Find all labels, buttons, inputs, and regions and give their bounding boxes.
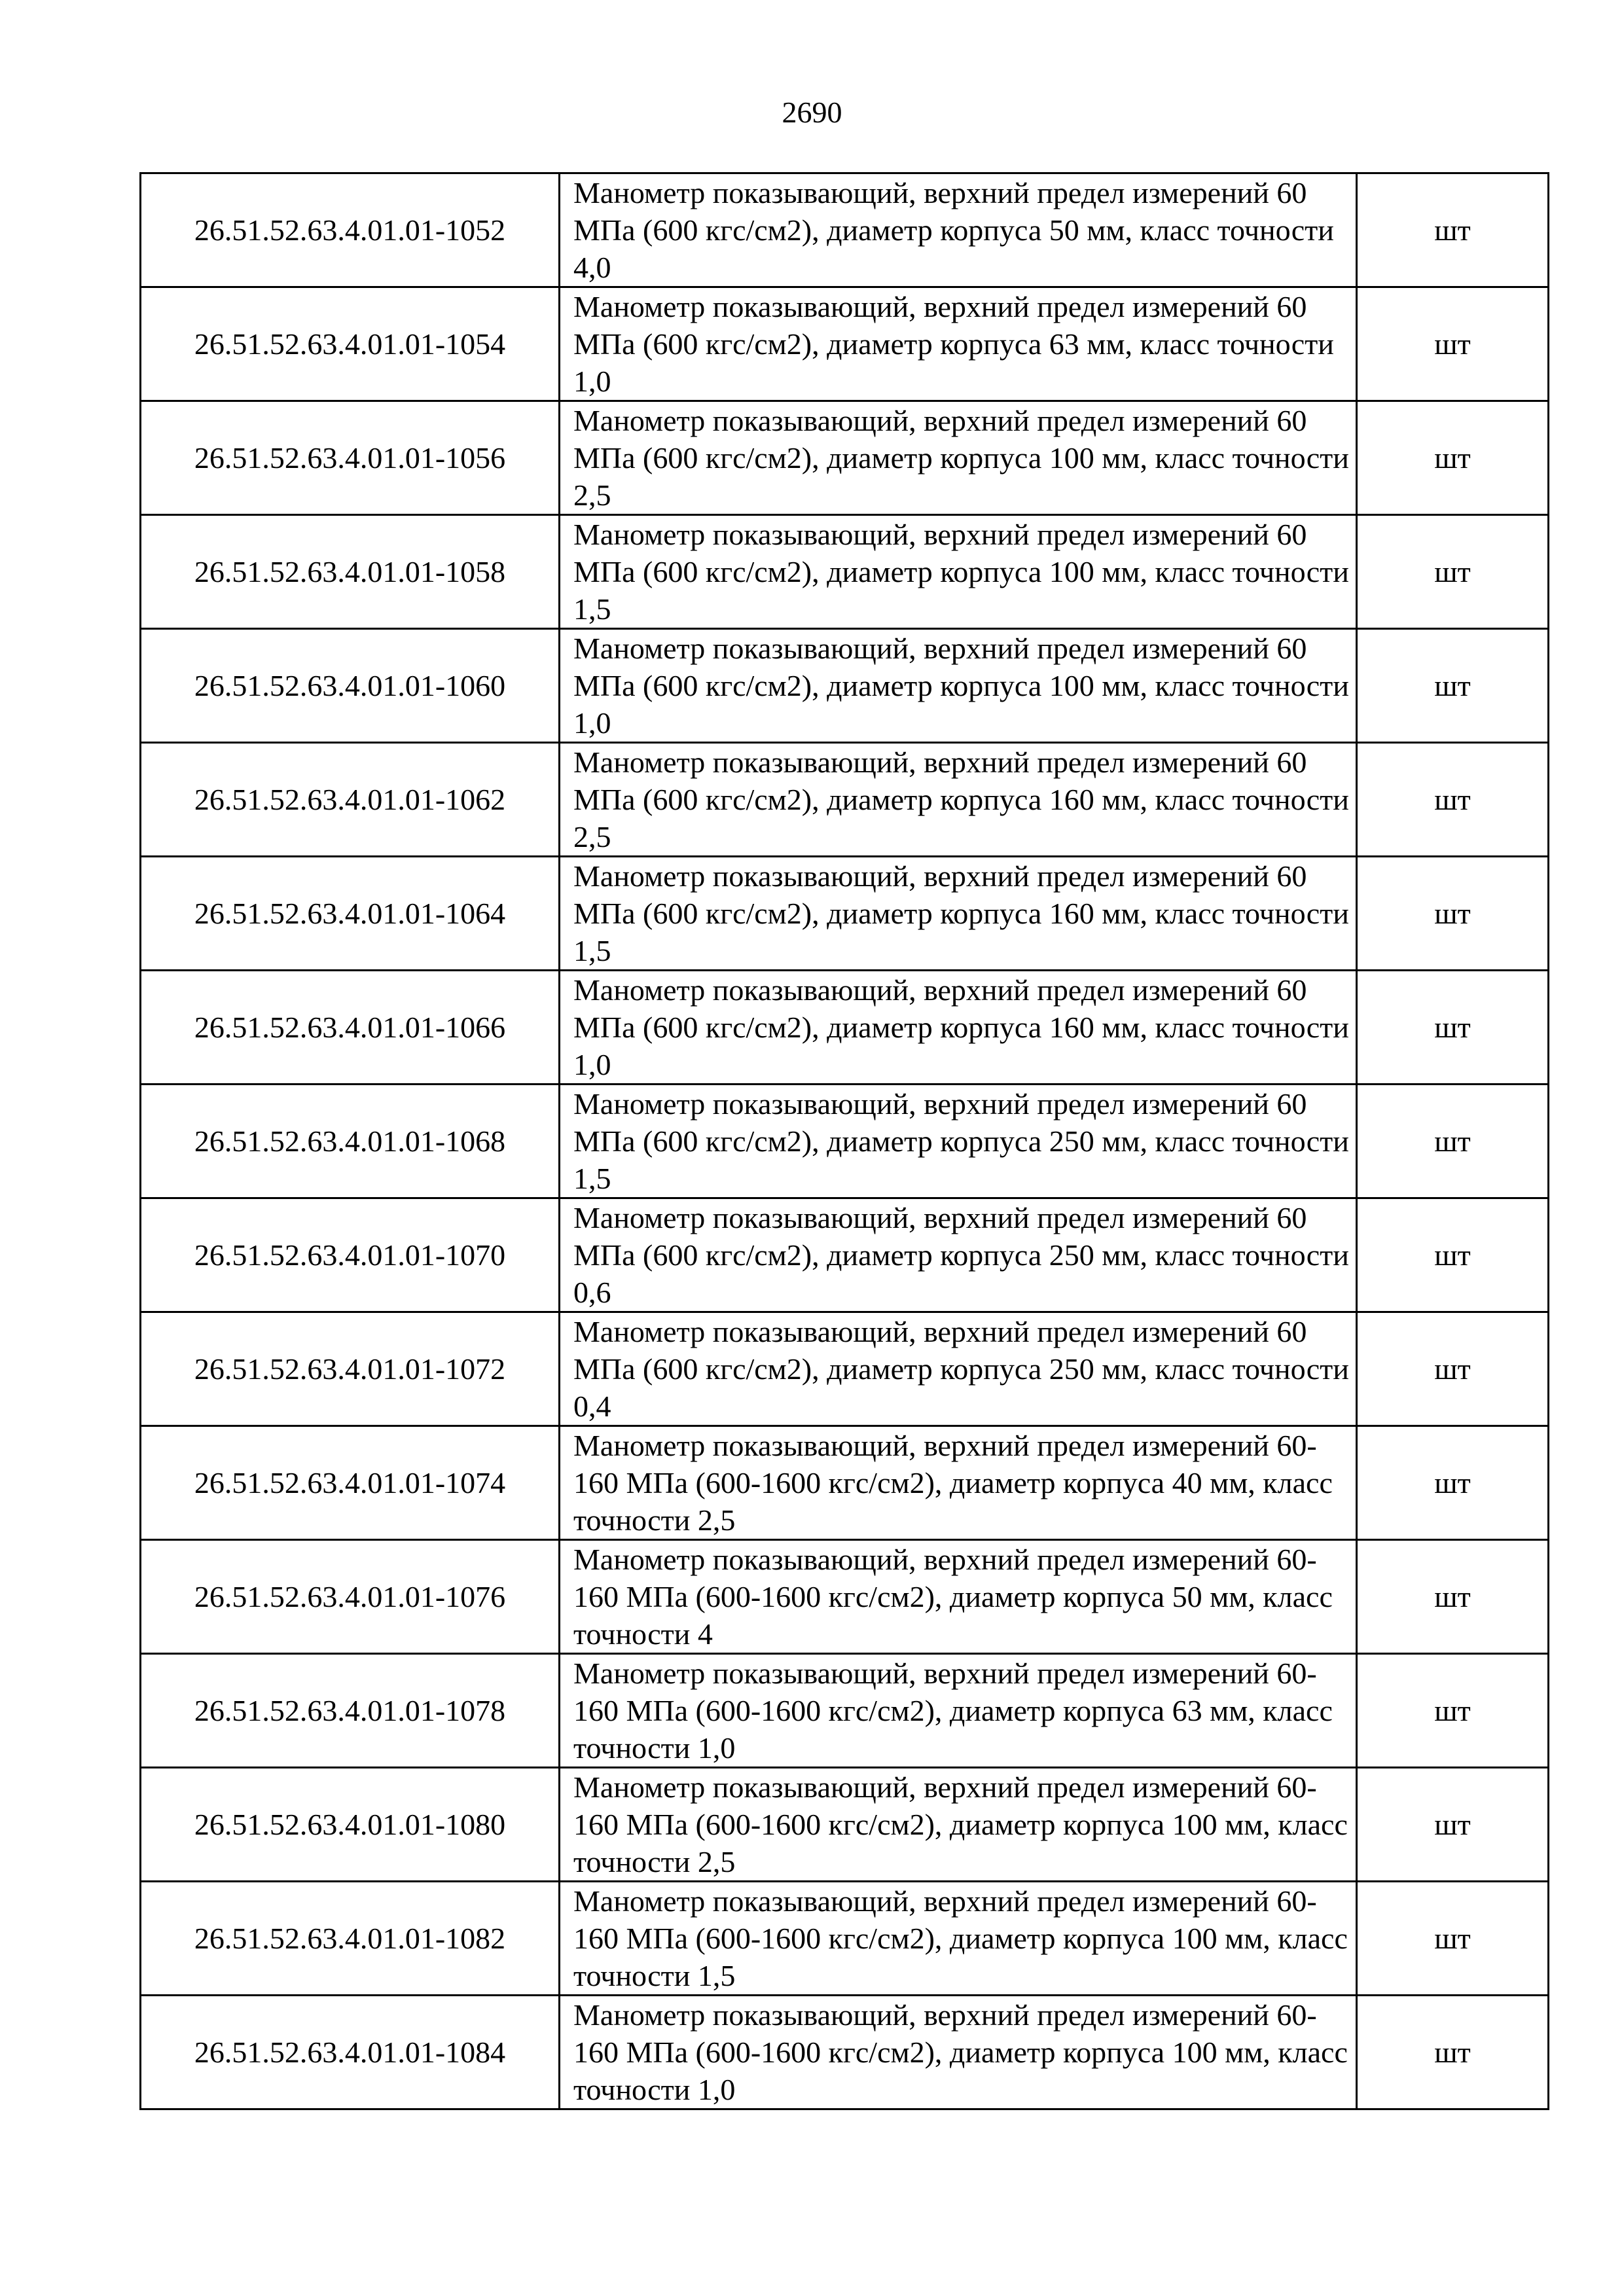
unit-cell: шт bbox=[1357, 1312, 1549, 1426]
table-row bbox=[141, 1996, 1549, 2109]
unit-cell: шт bbox=[1357, 1085, 1549, 1198]
unit-cell: шт bbox=[1357, 287, 1549, 401]
unit-cell: шт bbox=[1357, 971, 1549, 1085]
resource-code-cell: 26.51.52.63.4.01.01-1054 bbox=[141, 287, 560, 401]
table-row bbox=[141, 1426, 1549, 1540]
unit-cell: шт bbox=[1357, 743, 1549, 857]
unit-cell: шт bbox=[1357, 1654, 1549, 1768]
table-row bbox=[141, 1540, 1549, 1654]
table-row bbox=[141, 287, 1549, 401]
table-row bbox=[141, 1654, 1549, 1768]
resource-name-cell: Манометр показывающий, верхний предел измерений 60-160 МПа (600-1600 кгс/см2), диаметр корпуса 50 мм, класс точности 4 bbox=[560, 1540, 1357, 1654]
unit-cell: шт bbox=[1357, 1198, 1549, 1312]
table-row bbox=[141, 1882, 1549, 1996]
resource-name-cell: Манометр показывающий, верхний предел измерений 60 МПа (600 кгс/см2), диаметр корпуса 250 мм, класс точности 0,4 bbox=[560, 1312, 1357, 1426]
table-row bbox=[141, 401, 1549, 515]
table-row bbox=[141, 1085, 1549, 1198]
table-body bbox=[141, 173, 1549, 2109]
resource-code-cell: 26.51.52.63.4.01.01-1058 bbox=[141, 515, 560, 629]
resource-code-cell: 26.51.52.63.4.01.01-1080 bbox=[141, 1768, 560, 1882]
resource-code-cell: 26.51.52.63.4.01.01-1066 bbox=[141, 971, 560, 1085]
resource-code-cell: 26.51.52.63.4.01.01-1062 bbox=[141, 743, 560, 857]
resource-name-cell: Манометр показывающий, верхний предел измерений 60-160 МПа (600-1600 кгс/см2), диаметр корпуса 100 мм, класс точности 2,5 bbox=[560, 1768, 1357, 1882]
table-row bbox=[141, 857, 1549, 971]
resource-code-cell: 26.51.52.63.4.01.01-1078 bbox=[141, 1654, 560, 1768]
resource-code-cell: 26.51.52.63.4.01.01-1064 bbox=[141, 857, 560, 971]
resource-table bbox=[139, 172, 1549, 2110]
table-row bbox=[141, 1312, 1549, 1426]
resource-code-cell: 26.51.52.63.4.01.01-1070 bbox=[141, 1198, 560, 1312]
resource-name-cell: Манометр показывающий, верхний предел измерений 60-160 МПа (600-1600 кгс/см2), диаметр корпуса 40 мм, класс точности 2,5 bbox=[560, 1426, 1357, 1540]
unit-cell: шт bbox=[1357, 1882, 1549, 1996]
resource-code-cell: 26.51.52.63.4.01.01-1056 bbox=[141, 401, 560, 515]
resource-name-cell: Манометр показывающий, верхний предел измерений 60-160 МПа (600-1600 кгс/см2), диаметр корпуса 63 мм, класс точности 1,0 bbox=[560, 1654, 1357, 1768]
table-row bbox=[141, 1768, 1549, 1882]
resource-name-cell: Манометр показывающий, верхний предел измерений 60 МПа (600 кгс/см2), диаметр корпуса 63 мм, класс точности 1,0 bbox=[560, 287, 1357, 401]
table-row bbox=[141, 743, 1549, 857]
resource-code-cell: 26.51.52.63.4.01.01-1072 bbox=[141, 1312, 560, 1426]
unit-cell: шт bbox=[1357, 1426, 1549, 1540]
table-row bbox=[141, 629, 1549, 743]
table-row bbox=[141, 515, 1549, 629]
resource-code-cell: 26.51.52.63.4.01.01-1060 bbox=[141, 629, 560, 743]
resource-name-cell: Манометр показывающий, верхний предел измерений 60 МПа (600 кгс/см2), диаметр корпуса 100 мм, класс точности 2,5 bbox=[560, 401, 1357, 515]
unit-cell: шт bbox=[1357, 1996, 1549, 2109]
resource-name-cell: Манометр показывающий, верхний предел измерений 60-160 МПа (600-1600 кгс/см2), диаметр корпуса 100 мм, класс точности 1,0 bbox=[560, 1996, 1357, 2109]
resource-name-cell: Манометр показывающий, верхний предел измерений 60 МПа (600 кгс/см2), диаметр корпуса 160 мм, класс точности 1,5 bbox=[560, 857, 1357, 971]
unit-cell: шт bbox=[1357, 1768, 1549, 1882]
unit-cell: шт bbox=[1357, 173, 1549, 287]
unit-cell: шт bbox=[1357, 629, 1549, 743]
page-number: 2690 bbox=[782, 96, 842, 129]
resource-code-cell: 26.51.52.63.4.01.01-1052 bbox=[141, 173, 560, 287]
table-row bbox=[141, 971, 1549, 1085]
resource-code-cell: 26.51.52.63.4.01.01-1068 bbox=[141, 1085, 560, 1198]
resource-code-cell: 26.51.52.63.4.01.01-1074 bbox=[141, 1426, 560, 1540]
table-row bbox=[141, 173, 1549, 287]
resource-code-cell: 26.51.52.63.4.01.01-1084 bbox=[141, 1996, 560, 2109]
resource-name-cell: Манометр показывающий, верхний предел измерений 60 МПа (600 кгс/см2), диаметр корпуса 160 мм, класс точности 1,0 bbox=[560, 971, 1357, 1085]
resource-code-cell: 26.51.52.63.4.01.01-1082 bbox=[141, 1882, 560, 1996]
resource-name-cell: Манометр показывающий, верхний предел измерений 60 МПа (600 кгс/см2), диаметр корпуса 50 мм, класс точности 4,0 bbox=[560, 173, 1357, 287]
unit-cell: шт bbox=[1357, 1540, 1549, 1654]
table-row bbox=[141, 1198, 1549, 1312]
resource-name-cell: Манометр показывающий, верхний предел измерений 60 МПа (600 кгс/см2), диаметр корпуса 160 мм, класс точности 2,5 bbox=[560, 743, 1357, 857]
resource-name-cell: Манометр показывающий, верхний предел измерений 60 МПа (600 кгс/см2), диаметр корпуса 250 мм, класс точности 1,5 bbox=[560, 1085, 1357, 1198]
resource-code-cell: 26.51.52.63.4.01.01-1076 bbox=[141, 1540, 560, 1654]
unit-cell: шт bbox=[1357, 515, 1549, 629]
resource-name-cell: Манометр показывающий, верхний предел измерений 60 МПа (600 кгс/см2), диаметр корпуса 100 мм, класс точности 1,0 bbox=[560, 629, 1357, 743]
resource-name-cell: Манометр показывающий, верхний предел измерений 60 МПа (600 кгс/см2), диаметр корпуса 250 мм, класс точности 0,6 bbox=[560, 1198, 1357, 1312]
resource-name-cell: Манометр показывающий, верхний предел измерений 60 МПа (600 кгс/см2), диаметр корпуса 100 мм, класс точности 1,5 bbox=[560, 515, 1357, 629]
resource-name-cell: Манометр показывающий, верхний предел измерений 60-160 МПа (600-1600 кгс/см2), диаметр корпуса 100 мм, класс точности 1,5 bbox=[560, 1882, 1357, 1996]
unit-cell: шт bbox=[1357, 401, 1549, 515]
unit-cell: шт bbox=[1357, 857, 1549, 971]
